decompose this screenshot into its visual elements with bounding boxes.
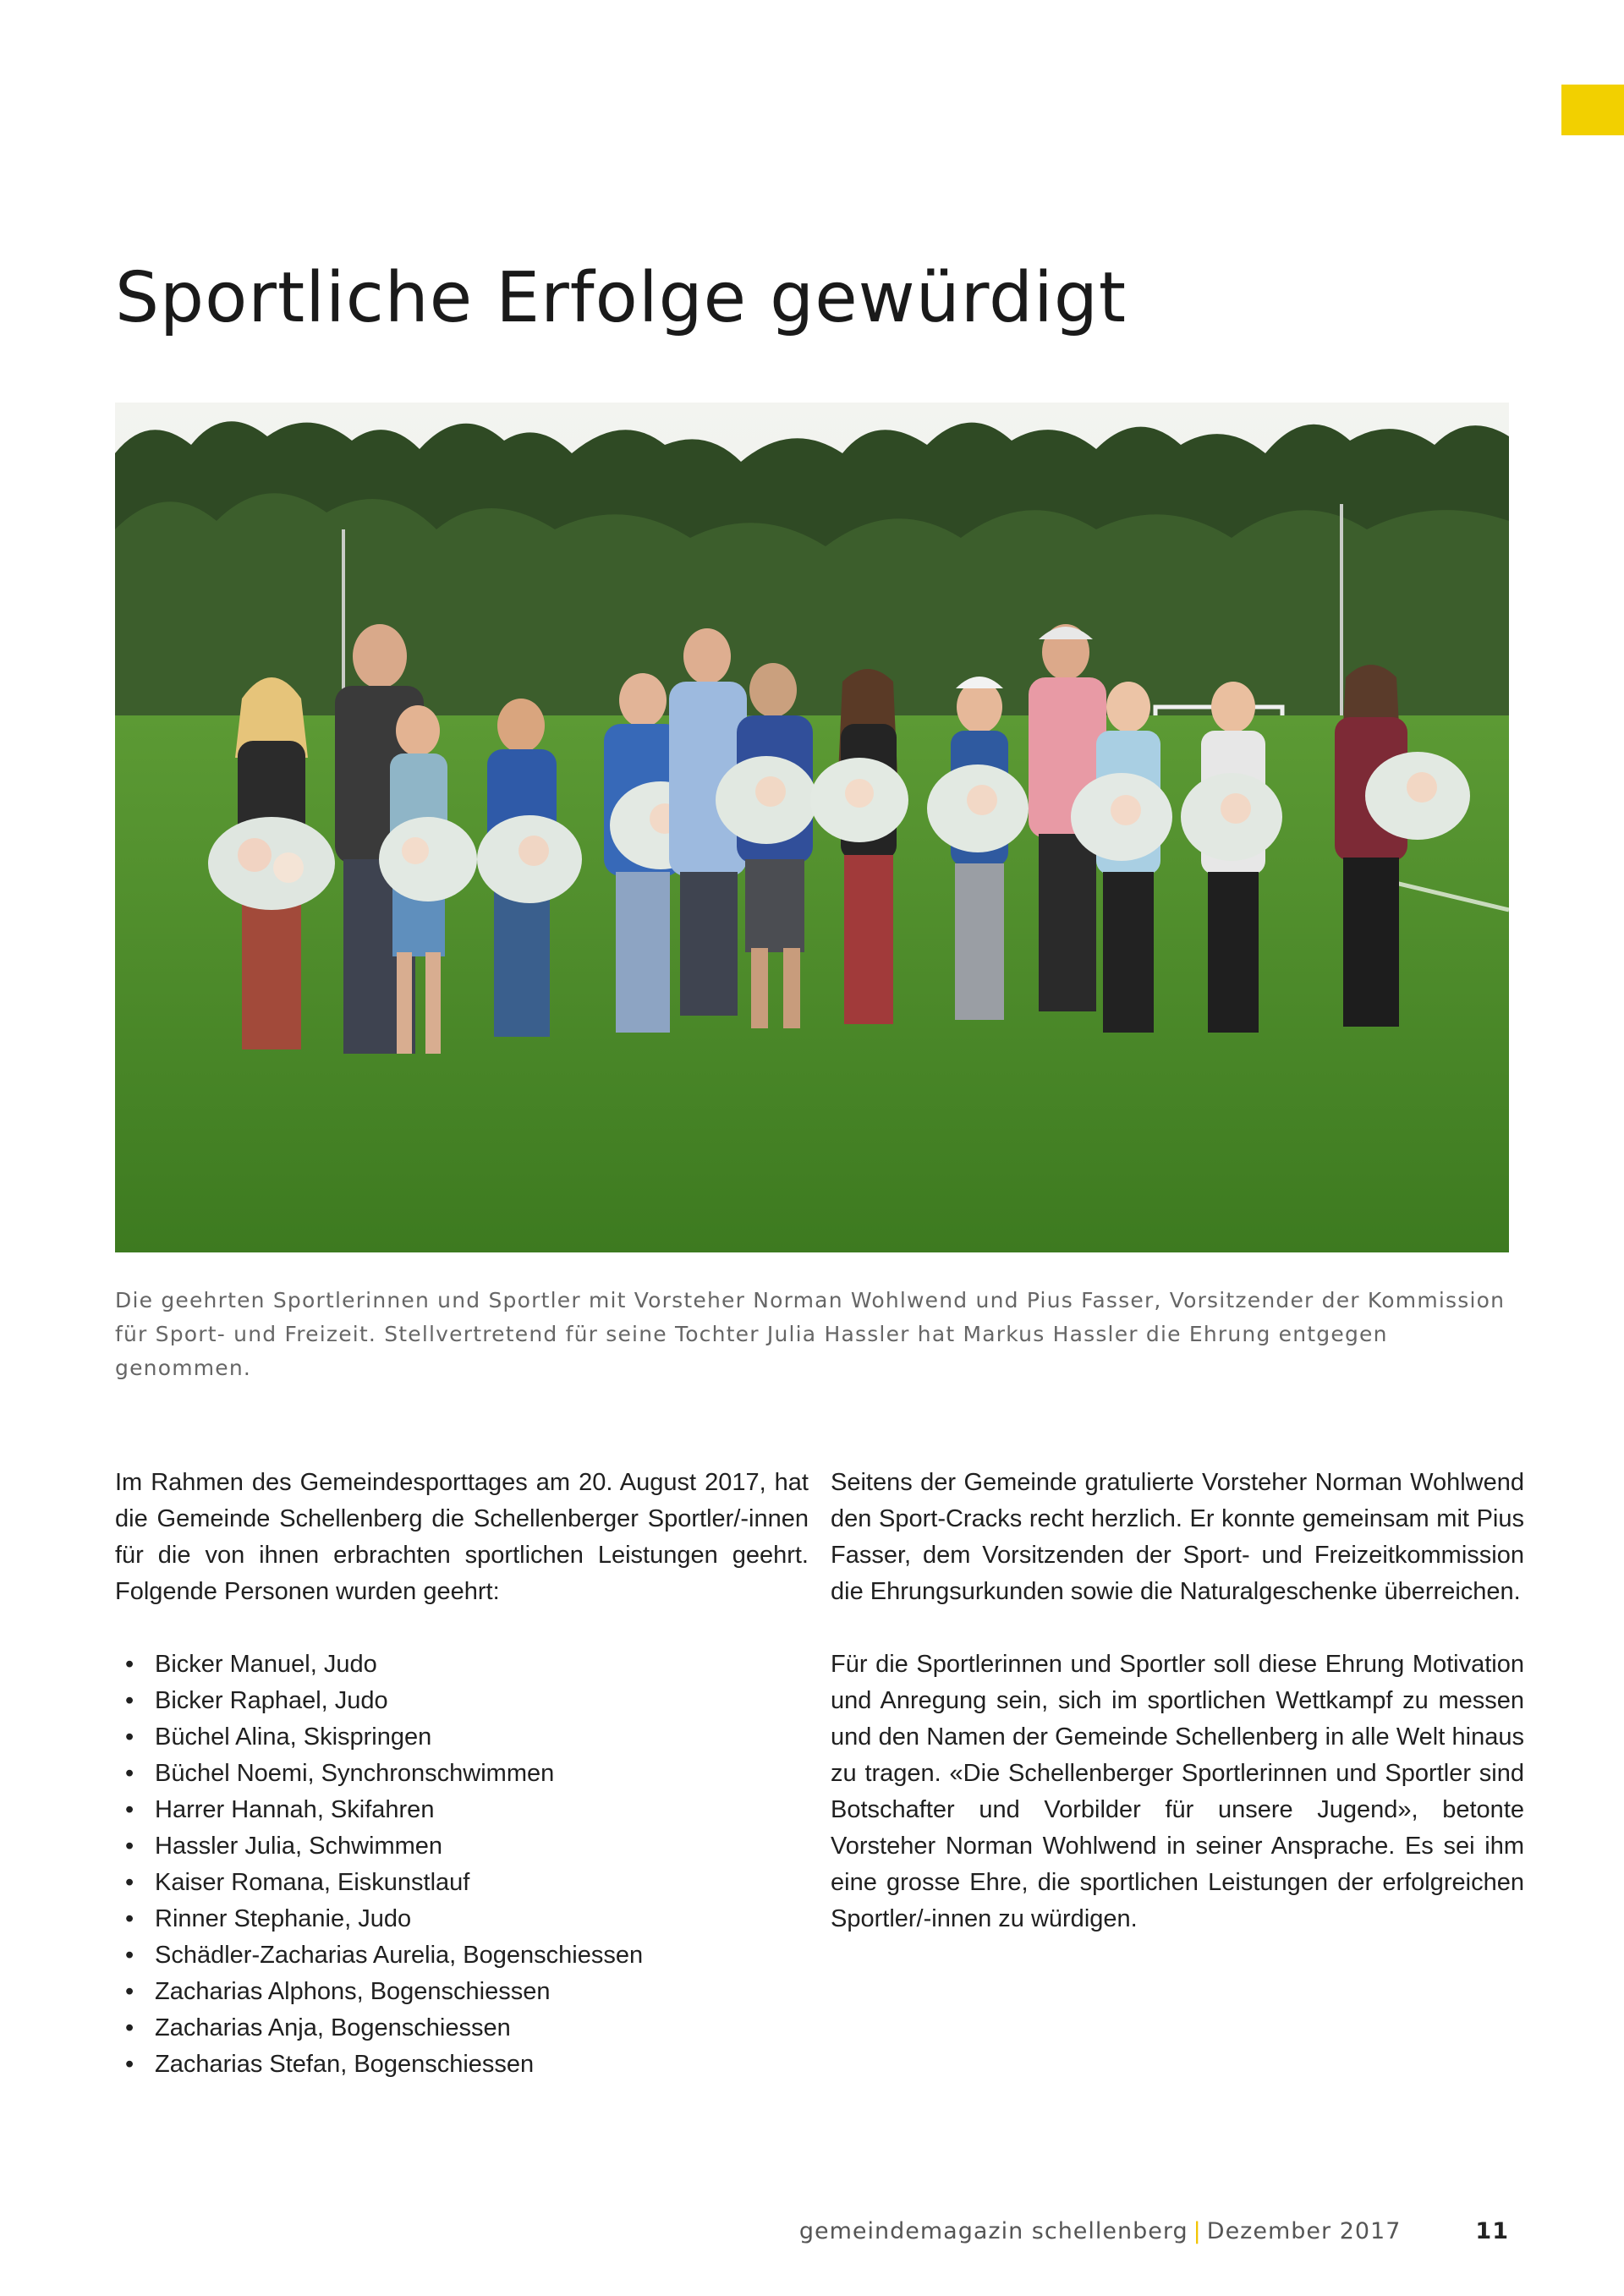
list-item: • Zacharias Anja, Bogenschiessen — [115, 2010, 809, 2047]
congratulation-paragraph: Seitens der Gemeinde gratulierte Vorsteher Norman Wohlwend den Sport-Cracks recht herzlich. Er konnte gemeinsam mit Pius Fasser, dem Vorsitzenden der Sport- und Freizeitkommission die Ehrungsurkunden sowie die Naturalgeschenke überreichen. — [831, 1469, 1524, 1605]
page-title: Sportliche Erfolge gewürdigt — [115, 258, 1127, 338]
group-photo — [115, 403, 1509, 1252]
list-item: • Hassler Julia, Schwimmen — [115, 1828, 809, 1865]
list-item: • Bicker Raphael, Judo — [115, 1683, 809, 1719]
footer-separator: | — [1193, 2218, 1202, 2244]
list-item: • Bicker Manuel, Judo — [115, 1647, 809, 1683]
list-item: • Büchel Noemi, Synchronschwimmen — [115, 1756, 809, 1792]
photo-caption: Die geehrten Sportlerinnen und Sportler mit Vorsteher Norman Wohlwend und Pius Fasser, Vorsitzender der Kommission für Sport- und Freizeit. Stellvertretend für seine Tochter Julia Hassler hat Markus Hassler die Ehrung entgegen genommen. — [115, 1288, 1506, 1380]
intro-paragraph: Im Rahmen des Gemeindesporttages am 20. August 2017, hat die Gemeinde Schellenberg die Schellenberger Sportler/-innen für die von ihnen erbrachten sportlichen Leistungen geehrt. Folgende Personen wurden geehrt: — [115, 1469, 809, 1605]
left-column — [115, 1465, 809, 2083]
list-item: • Zacharias Alphons, Bogenschiessen — [115, 1974, 809, 2010]
motivation-paragraph: Für die Sportlerinnen und Sportler soll diese Ehrung Motivation und Anregung sein, sich im sportlichen Wettkampf zu messen und den Namen der Gemeinde Schellenberg in alle Welt hinaus zu tragen. «Die Schellenberger Sportlerinnen und Sportler sind Botschafter und Vorbilder für unsere Jugend», betonte Vorsteher Norman Wohlwend in seiner Ansprache. Es sei ihm eine grosse Ehre, die sportlichen Leistungen der erfolgreichen Sportler/-innen zu würdigen. — [831, 1651, 1524, 1932]
list-item: • Schädler-Zacharias Aurelia, Bogenschiessen — [115, 1937, 809, 1974]
list-item: • Büchel Alina, Skispringen — [115, 1719, 809, 1756]
page-footer — [799, 2218, 1509, 2244]
list-item: • Harrer Hannah, Skifahren — [115, 1792, 809, 1828]
list-item: • Zacharias Stefan, Bogenschiessen — [115, 2047, 809, 2083]
section-marker-tab — [1561, 85, 1624, 135]
list-item: • Kaiser Romana, Eiskunstlauf — [115, 1865, 809, 1901]
honoree-list — [115, 1647, 809, 2083]
page-number: 11 — [1475, 2218, 1509, 2244]
right-column — [831, 1465, 1524, 1937]
issue-date: Dezember 2017 — [1206, 2218, 1402, 2244]
magazine-name: gemeindemagazin schellenberg — [798, 2218, 1188, 2244]
list-item: • Rinner Stephanie, Judo — [115, 1901, 809, 1937]
